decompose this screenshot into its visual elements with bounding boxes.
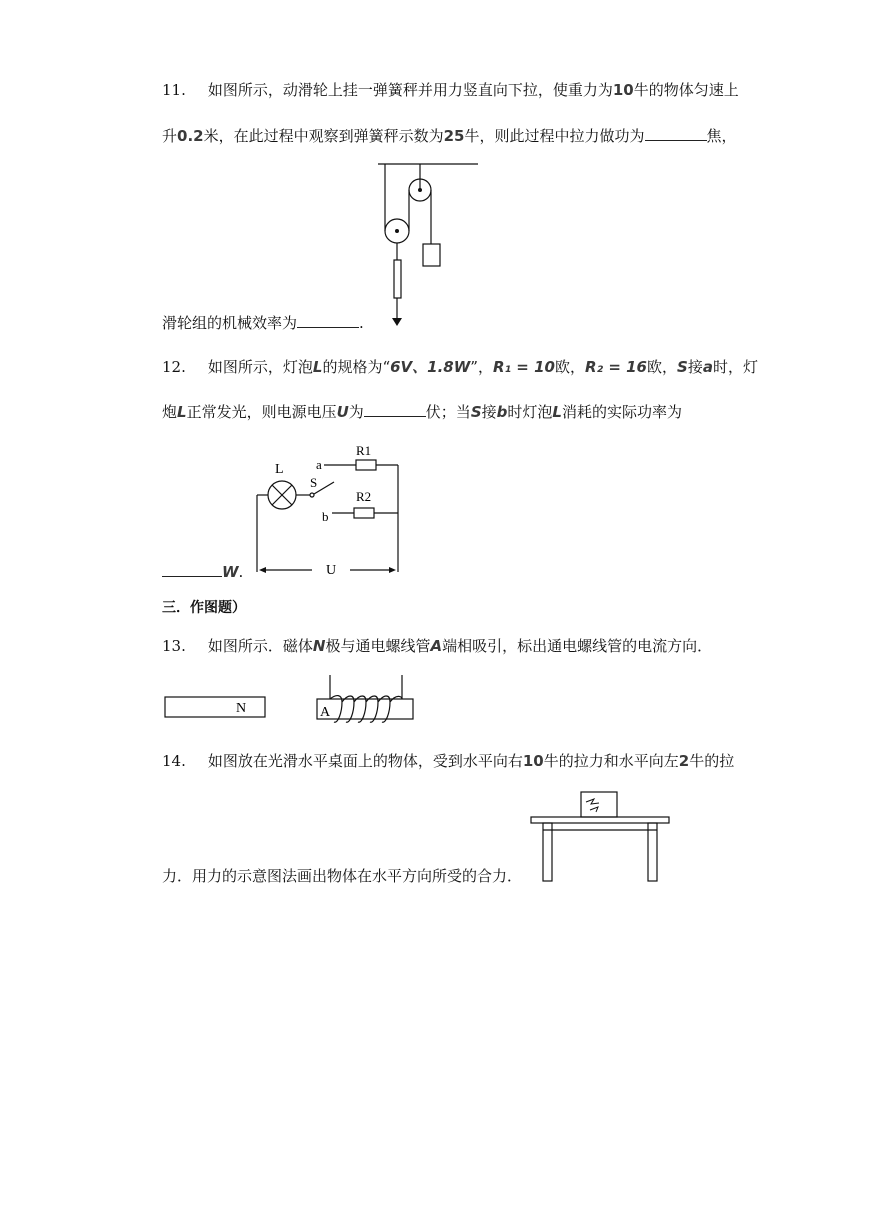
arrow-down-icon	[392, 318, 402, 326]
text: 如图所示，灯泡	[207, 358, 313, 376]
question-number: 14.	[162, 752, 186, 770]
text: 炮	[162, 403, 178, 421]
symbol: L	[552, 403, 562, 421]
arrow-right-icon	[389, 567, 396, 573]
symbol: U	[336, 403, 349, 421]
text: 升	[162, 127, 178, 145]
table-leg-left	[543, 823, 552, 881]
object-block	[581, 792, 617, 817]
text: 接	[481, 403, 497, 421]
fixed-pulley-axle	[418, 188, 422, 192]
text: 如图所示．磁体	[207, 637, 313, 655]
value-weight: 10	[612, 81, 634, 99]
r2-value: R₂ = 16	[584, 358, 647, 376]
magnet-solenoid-diagram	[160, 672, 430, 728]
text: .	[238, 563, 244, 581]
text: 牛的物体匀速上	[633, 81, 739, 99]
circuit-diagram	[250, 440, 410, 580]
resistor-r2	[354, 508, 374, 518]
question-number: 12.	[162, 358, 186, 376]
answer-blank-power[interactable]	[162, 562, 222, 577]
q12-line1	[162, 357, 758, 377]
switch-pivot	[310, 493, 314, 497]
text: 欧，	[554, 358, 585, 376]
terminal-b-label: b	[322, 509, 329, 524]
text: 如图所示，动滑轮上挂一弹簧秤并用力竖直向下拉，使重力为	[207, 81, 613, 99]
text: 欧，	[647, 358, 678, 376]
question-number: 11.	[162, 81, 186, 99]
section-title: 三．作图题）	[162, 600, 246, 616]
q11-line3	[162, 313, 364, 333]
r2-label: R2	[356, 489, 372, 504]
symbol: S	[470, 403, 482, 421]
text: 的规格为“	[322, 358, 391, 376]
symbol: L	[177, 403, 187, 421]
answer-blank-efficiency[interactable]	[297, 313, 359, 328]
text: 牛，则此过程中拉力做功为	[464, 127, 645, 145]
r1-label: R1	[356, 443, 372, 458]
spring-scale	[394, 260, 401, 298]
table-leg-right	[648, 823, 657, 881]
text: 正常发光，则电源电压	[186, 403, 337, 421]
question-number: 13.	[162, 637, 186, 655]
symbol: A	[430, 637, 443, 655]
text: 伏；当	[425, 403, 471, 421]
text: 端相吸引，标出通电螺线管的电流方向．	[442, 637, 713, 655]
value-height: 0.2	[177, 127, 204, 145]
value-reading: 25	[443, 127, 465, 145]
q11-line2	[162, 126, 737, 146]
q14-line1	[162, 751, 734, 771]
symbol: L	[312, 358, 323, 376]
solenoid-a-label: A	[320, 705, 331, 720]
switch-label: S	[310, 475, 318, 490]
text: 消耗的实际功率为	[561, 403, 682, 421]
text: 滑轮组的机械效率为	[162, 314, 298, 332]
answer-blank-work[interactable]	[645, 126, 707, 141]
bar-magnet	[165, 697, 265, 717]
text: 极与通电螺线管	[325, 637, 431, 655]
q14-line2: 力．用力的示意图法画出物体在水平方向所受的合力．	[162, 867, 523, 885]
text: 如图放在光滑水平桌面上的物体，受到水平向右	[207, 752, 523, 770]
text: 牛的拉	[689, 752, 735, 770]
pulley-diagram	[370, 160, 490, 330]
lamp-label: L	[275, 462, 284, 477]
symbol: W	[222, 563, 239, 581]
text: .	[359, 314, 364, 332]
q12-line2	[162, 402, 682, 422]
table-top	[531, 817, 669, 823]
symbol: S	[677, 358, 688, 376]
lamp-spec: 6V、1.8W	[390, 358, 471, 376]
text: 时，灯	[712, 358, 758, 376]
text: 时灯泡	[507, 403, 553, 421]
arrow-left-icon	[259, 567, 266, 573]
object-texture	[586, 799, 599, 812]
symbol: N	[312, 637, 326, 655]
magnet-n-label: N	[236, 701, 247, 716]
symbol: a	[702, 358, 713, 376]
text: 米，在此过程中观察到弹簧秤示数为	[203, 127, 444, 145]
weight-block	[423, 244, 440, 266]
table-diagram	[528, 790, 674, 886]
answer-blank-voltage[interactable]	[364, 402, 426, 417]
movable-pulley-axle	[395, 229, 399, 233]
text: 牛的拉力和水平向左	[543, 752, 679, 770]
text: 焦，	[706, 127, 737, 145]
text: ”，	[470, 358, 493, 376]
text: 接	[687, 358, 703, 376]
q13-line1	[162, 636, 712, 656]
value-force-right: 10	[522, 752, 544, 770]
voltage-label: U	[326, 563, 337, 578]
r1-value: R₁ = 10	[492, 358, 555, 376]
symbol: b	[496, 403, 508, 421]
text: 为	[348, 403, 364, 421]
q11-line1	[162, 80, 739, 100]
value-force-left: 2	[678, 752, 690, 770]
resistor-r1	[356, 460, 376, 470]
q12-line3	[162, 562, 243, 582]
terminal-a-label: a	[316, 457, 322, 472]
